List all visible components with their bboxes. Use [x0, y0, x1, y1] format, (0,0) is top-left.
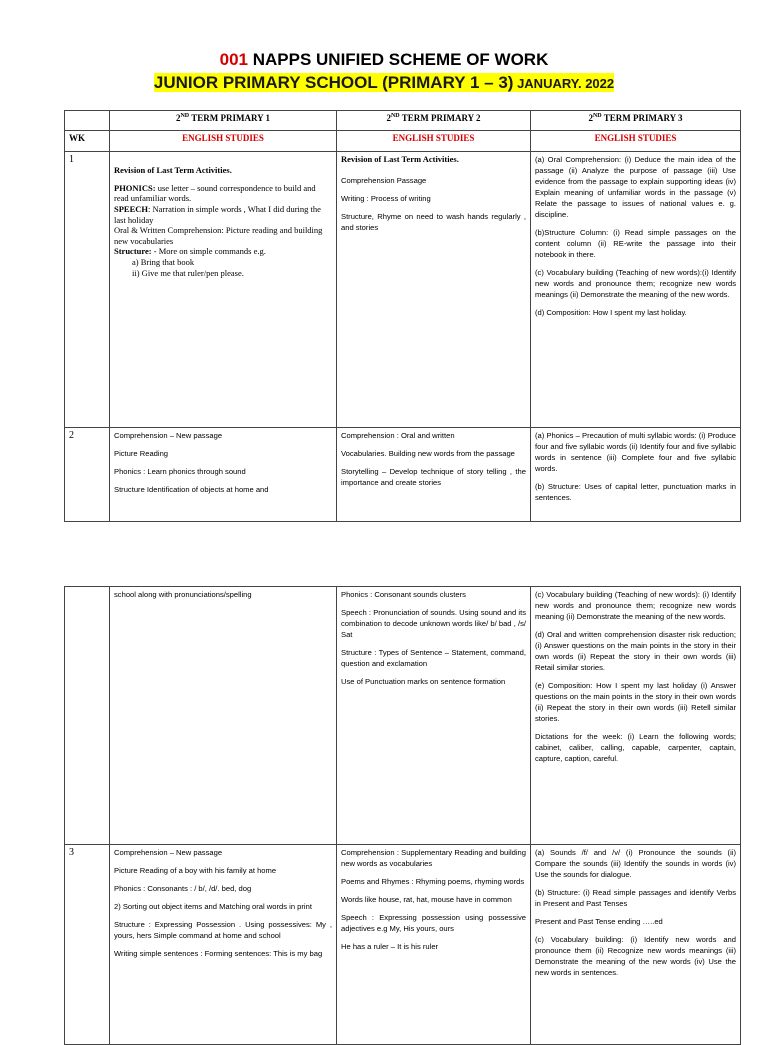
subtitle-date: JANUARY. 2022 [513, 76, 615, 91]
list-item: (a) Sounds /f/ and /v/ (i) Pronounce the sounds (ii) Compare the sounds (iii) Identify the sounds in words (iv) Use the sounds for dialogue. [535, 848, 736, 879]
subject-primary-1: ENGLISH STUDIES [110, 131, 337, 152]
list-item: Speech : Expressing possession using possessive adjectives e.g My, His yours, ours [341, 913, 526, 933]
list-item: Comprehension : Oral and written [341, 431, 455, 440]
week-2-primary-1 [110, 428, 337, 522]
subtitle-highlighted [154, 73, 614, 92]
week-1-row [65, 152, 741, 428]
week-3-row [65, 845, 741, 1045]
phonics-label: PHONICS: [114, 182, 156, 193]
subject-primary-2: ENGLISH STUDIES [337, 131, 531, 152]
speech-label: SPEECH [114, 203, 149, 214]
list-item: Picture Reading [114, 449, 169, 458]
list-item: Writing : Process of writing [341, 193, 431, 203]
week-3-primary-3 [531, 845, 741, 1045]
list-item: Phonics : Consonants : / b/, /d/. bed, dog [114, 884, 252, 893]
list-item: (e) Composition: How I spent my last holiday (i) Answer questions on the main points in the story in their own words (ii) Repeat the story in their own words (iii) Retell similar stories. [535, 681, 736, 723]
week-header: WK [65, 131, 110, 152]
list-item: Phonics : Consonant sounds clusters [341, 590, 466, 599]
list-item: Comprehension : Supplementary Reading and building new words as vocabularies [341, 848, 526, 868]
week-1-primary-3 [531, 152, 741, 428]
subject-primary-3: ENGLISH STUDIES [531, 131, 741, 152]
list-item: Comprehension Passage [341, 175, 427, 185]
list-item: (d) Composition: How I spent my last holiday. [535, 308, 687, 317]
list-item: Picture Reading of a boy with his family at home [114, 866, 277, 875]
list-item: Use of Punctuation marks on sentence formation [341, 677, 506, 686]
revision-heading: Revision of Last Term Activities. [341, 154, 459, 164]
list-item: Speech : Pronunciation of sounds. Using sound and its combination to decode unknown words like/ b/ bad , /s/ Sat [341, 608, 526, 639]
list-item: (c) Vocabulary building: (i) Identify new words and pronounce them (ii) Recognize new words meanings (iii) Demonstrate the meaning of the new words (iv) Use the new words in sentences. [535, 935, 736, 977]
list-item: Structure, Rhyme on need to wash hands regularly , and stories [341, 211, 526, 232]
list-item: 2) Sorting out object items and Matching oral words in print [114, 902, 312, 911]
list-item: Dictations for the week: (i) Learn the following words; cabinet, caliber, calling, capable, carpenter, captain, capture, caption, careful. [535, 732, 736, 763]
week-3-primary-1 [110, 845, 337, 1045]
subtitle-close: ) [507, 73, 514, 92]
week-2-primary-3 [531, 428, 741, 522]
list-item: (a) Phonics – Precaution of multi syllabic words: (i) Produce four and five syllabic words (ii) Identify four and five syllabic words in sentence (iii) Complete four and five syllabic words. [535, 431, 736, 473]
week-2-row-part-1 [65, 428, 741, 522]
list-item: Words like house, rat, hat, mouse have in common [341, 895, 512, 904]
week-2-primary-2-continued [337, 587, 531, 845]
week-number: 3 [65, 845, 110, 1045]
scheme-table-upper [64, 110, 741, 522]
subtitle-text: JUNIOR PRIMARY SCHOOL (PRIMARY 1 – 3 [153, 73, 508, 92]
week-2-primary-2 [337, 428, 531, 522]
empty-corner-cell [65, 111, 110, 131]
list-item: ii) Give me that ruler/pen please. [132, 267, 244, 278]
list-item: Structure Identification of objects at home and [114, 485, 269, 494]
list-item: (c) Vocabulary building (Teaching of new words): (i) Identify new words and pronounce them; recognize new words meaning (ii) Demonstrate the meaning of the new words. [535, 590, 736, 621]
list-item: (d) Oral and written comprehension disaster risk reduction; (i) Answer questions on the main points in the story in their own words (ii) Repeat the story in their own words (iii) Retail similar stories. [535, 630, 736, 672]
list-item: Phonics : Learn phonics through sound [114, 467, 246, 476]
document-number: 001 [219, 50, 248, 69]
empty-week-cell [65, 587, 110, 845]
oral-written-item: Oral & Written Comprehension: Picture reading and building new vocabularies [114, 225, 323, 246]
list-item: Writing simple sentences : Forming sentences: This is my bag [114, 949, 323, 958]
document-title-text: NAPPS UNIFIED SCHEME OF WORK [248, 50, 549, 69]
week-2-primary-3-continued [531, 587, 741, 845]
list-item: He has a ruler – It is his ruler [341, 942, 439, 951]
list-item: Comprehension – New passage [114, 431, 223, 440]
list-item: Present and Past Tense ending …..ed [535, 917, 663, 926]
list-item: school along with pronunciations/spelling [114, 590, 252, 599]
list-item: (b) Structure: Uses of capital letter, punctuation marks in sentences. [535, 482, 736, 502]
week-number: 1 [65, 152, 110, 428]
week-number: 2 [65, 428, 110, 522]
subject-header-row [65, 131, 741, 152]
list-item: Storytelling – Develop technique of story telling , the importance and create stories [341, 467, 526, 487]
list-item: a) Bring that book [132, 257, 195, 267]
structure-label: Structure: [114, 246, 152, 257]
list-item: (b) Structure: (i) Read simple passages and identify Verbs in Present and Past Tenses [535, 888, 736, 908]
document-subtitle [0, 73, 768, 93]
term-header-row [65, 111, 741, 131]
week-3-primary-2 [337, 845, 531, 1045]
document-title [0, 50, 768, 70]
list-item: (b)Structure Column: (i) Read simple passages on the content column (ii) RE-write the passage into their notebook in there. [535, 228, 736, 259]
list-item: Structure : Expressing Possession . Using possessives: My , yours, hers Simple command at home and school [114, 920, 332, 940]
week-2-primary-1-continued [110, 587, 337, 845]
scheme-table-lower [64, 586, 741, 1045]
week-2-row-part-2 [65, 587, 741, 845]
list-item: (a) Oral Comprehension: (i) Deduce the main idea of the passage (ii) Analyze the purpose of passage (iii) Use evidence from the passage to explain supporting ideas (iv) Explain meaning of unfamiliar words in the passage (v) Relate the passage to issues of national values e. g. discipline. [535, 155, 736, 219]
list-item: Structure : Types of Sentence – Statement, command, question and exclamation [341, 648, 526, 668]
term-header-primary-1: 2ND TERM PRIMARY 1 [110, 111, 337, 131]
term-header-primary-3: 2ND TERM PRIMARY 3 [531, 111, 741, 131]
list-item: Comprehension – New passage [114, 848, 223, 857]
list-item: (c) Vocabulary building (Teaching of new words):(i) Identify new words and pronounce them; recognize new words meanings (ii) Demonstrate the meaning of the new words. [535, 268, 736, 299]
term-header-primary-2: 2ND TERM PRIMARY 2 [337, 111, 531, 131]
list-item: Poems and Rhymes : Rhyming poems, rhyming words [341, 877, 525, 886]
revision-heading: Revision of Last Term Activities. [114, 165, 232, 175]
list-item: Vocabularies. Building new words from the passage [341, 449, 515, 458]
week-1-primary-2 [337, 152, 531, 428]
week-1-primary-1: Revision of Last Term Activities. PHONICS: use letter – sound correspondence to build and read unfamiliar words. SPEECH: Narration in simple words , What I did during the last holiday Oral & Written Comprehension: Picture reading and building new vocabularies Structure: - More on simple commands e.g. a) Bring that book ii) Give me that ruler/pen please. [110, 152, 337, 428]
